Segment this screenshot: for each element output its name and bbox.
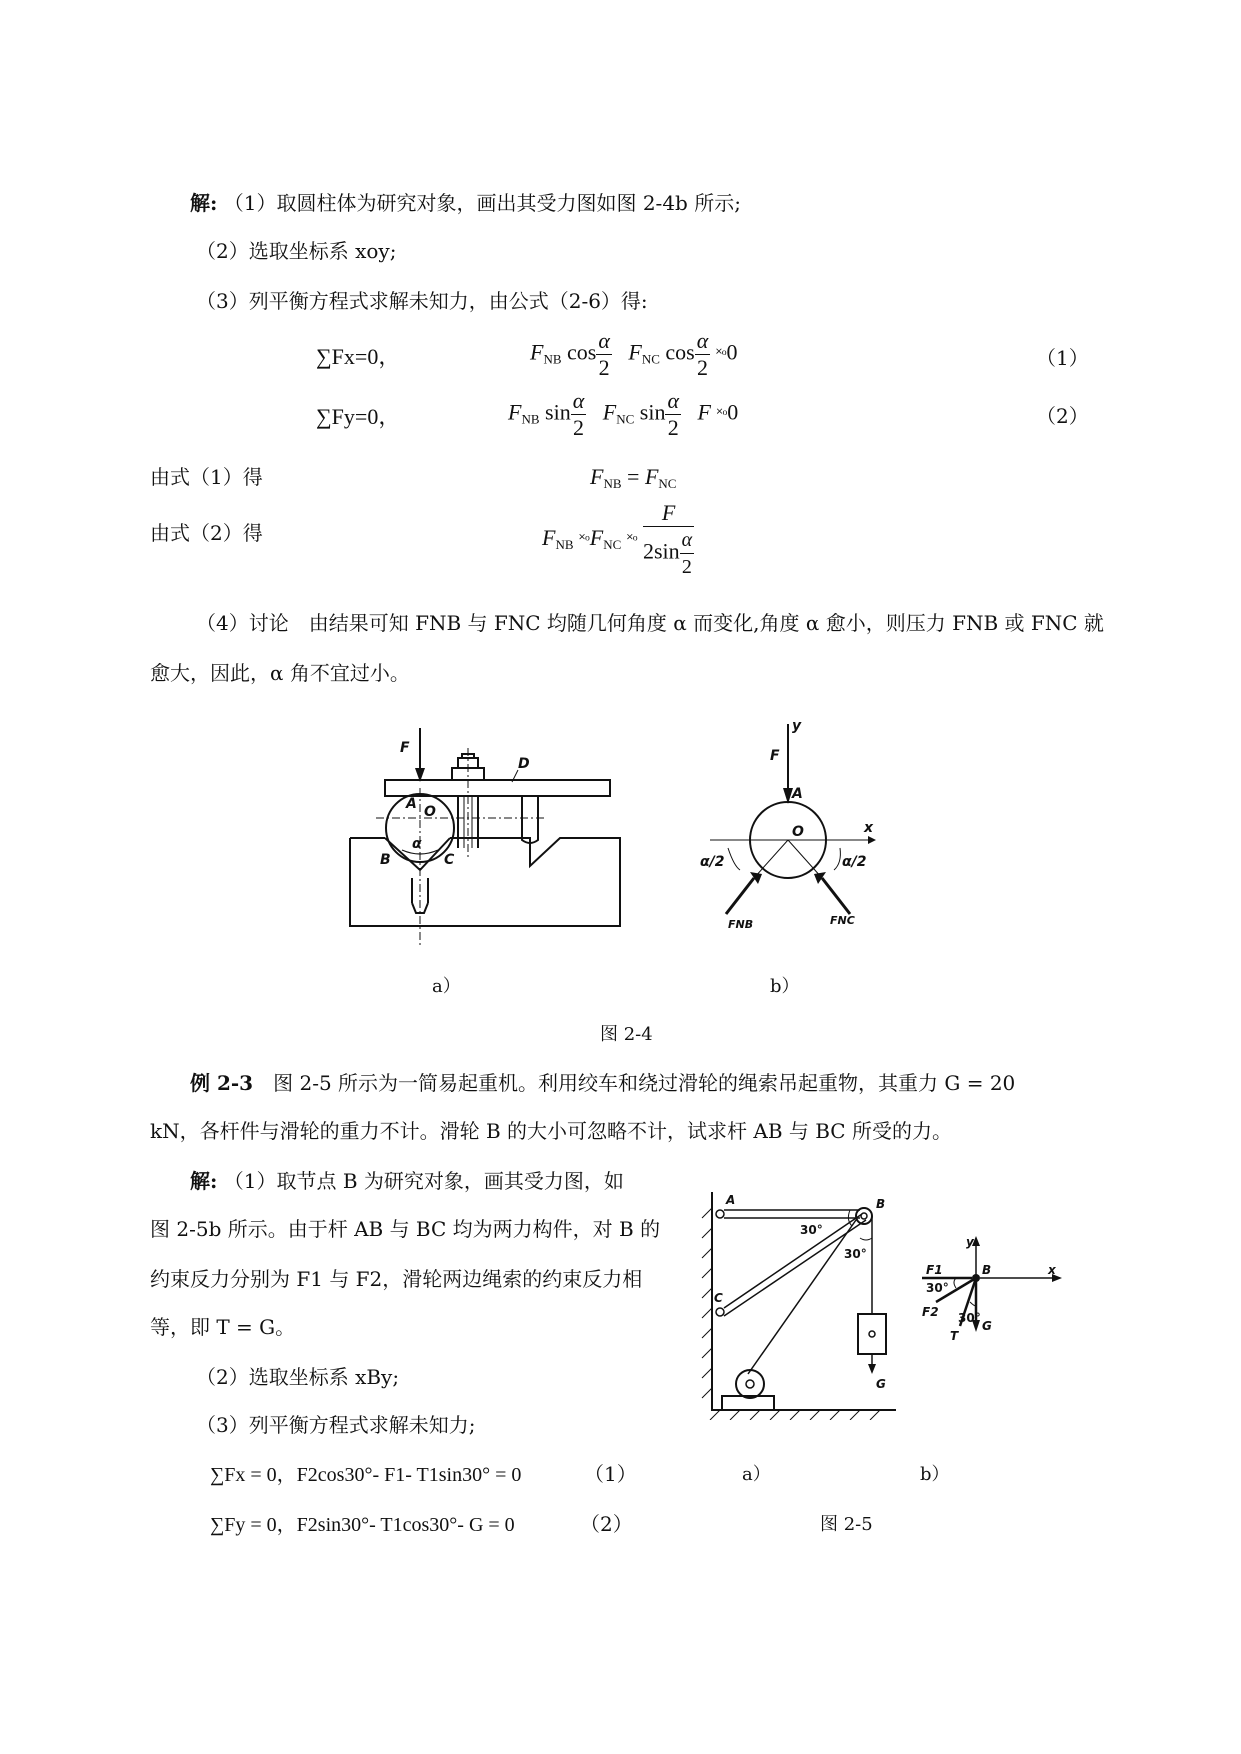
solution2-step-2: （2）选取坐标系 xBy; [196,1365,400,1389]
discussion-line-2: 愈大，因此，α 角不宜过小。 [150,661,410,685]
fig-2-5b-label-B: B [982,1263,992,1277]
fig-2-4a-label-C: C [444,852,455,868]
fig-2-5b-label-T: T [950,1329,959,1343]
solution2-eq-1: ∑Fx = 0，F2cos30°- F1- T1sin30° = 0 [210,1464,522,1486]
solution2-line-3: 约束反力分别为 F1 与 F2，滑轮两边绳索的约束反力相 [150,1267,643,1291]
fig-2-4a-label-F: F [400,740,410,756]
fig-2-5a-label-A: A [726,1193,736,1207]
example-line-1 [190,1068,1015,1098]
example-title: 例 2-3 [190,1071,254,1095]
solution2-line-2: 图 2-5b 所示。由于杆 AB 与 BC 均为两力构件，对 B 的 [150,1217,661,1241]
solution2-step-3: （3）列平衡方程式求解未知力; [196,1413,476,1437]
eq1-body: $F_{NB}$ cos $\frac{\alpha}{2}$ $F_{NC}$ cos $\frac{\alpha}{2}$ ˟ᵒ0 [530,328,738,380]
figure-2-4a [340,728,630,948]
fig-2-5b-caption: b） [920,1464,950,1485]
solution2-eq-2-number: （2） [580,1512,633,1536]
solution-label: 解: [190,191,218,215]
figure-2-4b [700,718,890,928]
fig-2-4a-label-A: A [406,796,417,812]
eq2-left: ∑Fy=0， [316,404,401,429]
fig-2-4b-label-half-left: α/2 [700,854,725,870]
fig-2-4b-label-FNC: FNC [830,914,855,927]
fig-2-5b-label-F1: F1 [926,1263,943,1277]
fig-2-5b-angle-t: 30° [958,1311,981,1325]
fig-2-5a-label-C: C [714,1291,723,1305]
fig-2-4a-label-D: D [518,756,530,772]
solution2-label: 解: [190,1169,218,1193]
solution2-line-4: 等，即 T = G。 [150,1315,296,1339]
eq2-number: （2） [1036,404,1089,428]
fig-2-4b-label-FNB: FNB [728,918,754,928]
solution2-eq-1-number: （1） [584,1462,637,1486]
fig-2-5b-angle-f1: 30° [926,1281,949,1295]
from-eq1-result: $F_{NB} = F_{NC}$ [590,464,677,491]
step-1-text: （1）取圆柱体为研究对象，画出其受力图如图 2-4b 所示; [223,191,741,215]
fig-2-4b-label-half-right: α/2 [842,854,867,870]
fig-2-5b-label-y: y [966,1235,974,1249]
fig-2-4b-caption: b） [770,976,800,997]
step-3-text: （3）列平衡方程式求解未知力，由公式（2-6）得: [196,289,648,313]
fig-2-4b-label-F: F [770,748,780,764]
fig-2-5b-label-G: G [982,1319,992,1333]
fig-2-5a-label-B: B [876,1197,886,1211]
step-2-text: （2）选取坐标系 xoy; [196,239,397,263]
fig-2-4b-label-O: O [792,824,804,840]
fig-2-4a-label-alpha: α [412,836,422,852]
example-text-1: 图 2-5 所示为一简易起重机。利用绞车和绕过滑轮的绳索吊起重物，其重力 G = 20 [273,1071,1016,1095]
solution2-eq-2: ∑Fy = 0，F2sin30°- T1cos30°- G = 0 [210,1514,515,1536]
fig-2-4b-label-A: A [792,786,803,802]
example-line-2: kN，各杆件与滑轮的重力不计。滑轮 B 的大小可忽略不计，试求杆 AB 与 BC 所受的力。 [150,1119,952,1143]
fig-2-5a-caption: a） [742,1464,771,1485]
solution2-text-1: （1）取节点 B 为研究对象，画其受力图，如 [223,1169,624,1193]
solution-line-1 [190,188,741,218]
from-eq2-label: 由式（2）得 [150,521,263,545]
fig-2-4b-label-x: x [864,820,874,836]
fig-2-5a-angle-2: 30° [844,1247,867,1261]
from-eq2-result: $F_{NB}$ ˟ᵒF$_{NC}$ ˟ᵒ F 2sin $\frac{\alpha}{2}$ [542,500,693,578]
fig-2-5b-label-x: x [1048,1263,1056,1277]
discussion-line-1: （4）讨论 由结果可知 FNB 与 FNC 均随几何角度 α 而变化,角度 α 愈小，则压力 FNB 或 FNC 就 [196,611,1104,635]
fig-2-5a-angle-1: 30° [800,1223,823,1237]
eq2-body: $F_{NB}$ sin $\frac{\alpha}{2}$ $F_{NC}$ sin $\frac{\alpha}{2}$ F ˟ᵒ0 [508,388,739,440]
solution2-line-1 [190,1166,624,1196]
from-eq1-label: 由式（1）得 [150,465,263,489]
figure-2-5b [916,1232,1066,1356]
fig-2-4a-caption: a） [432,976,461,997]
eq1-left: ∑Fx=0， [316,344,401,369]
figure-2-4-caption: 图 2-4 [600,1024,653,1045]
fig-2-5b-label-F2: F2 [922,1305,939,1319]
figure-2-5-caption: 图 2-5 [820,1514,873,1535]
fig-2-4b-label-y: y [792,718,802,734]
eq1-number: （1） [1036,346,1089,370]
fig-2-4a-label-O: O [424,804,436,820]
fig-2-5a-label-G: G [876,1377,886,1391]
figure-2-5a [700,1188,900,1420]
fig-2-4a-label-B: B [380,852,391,868]
